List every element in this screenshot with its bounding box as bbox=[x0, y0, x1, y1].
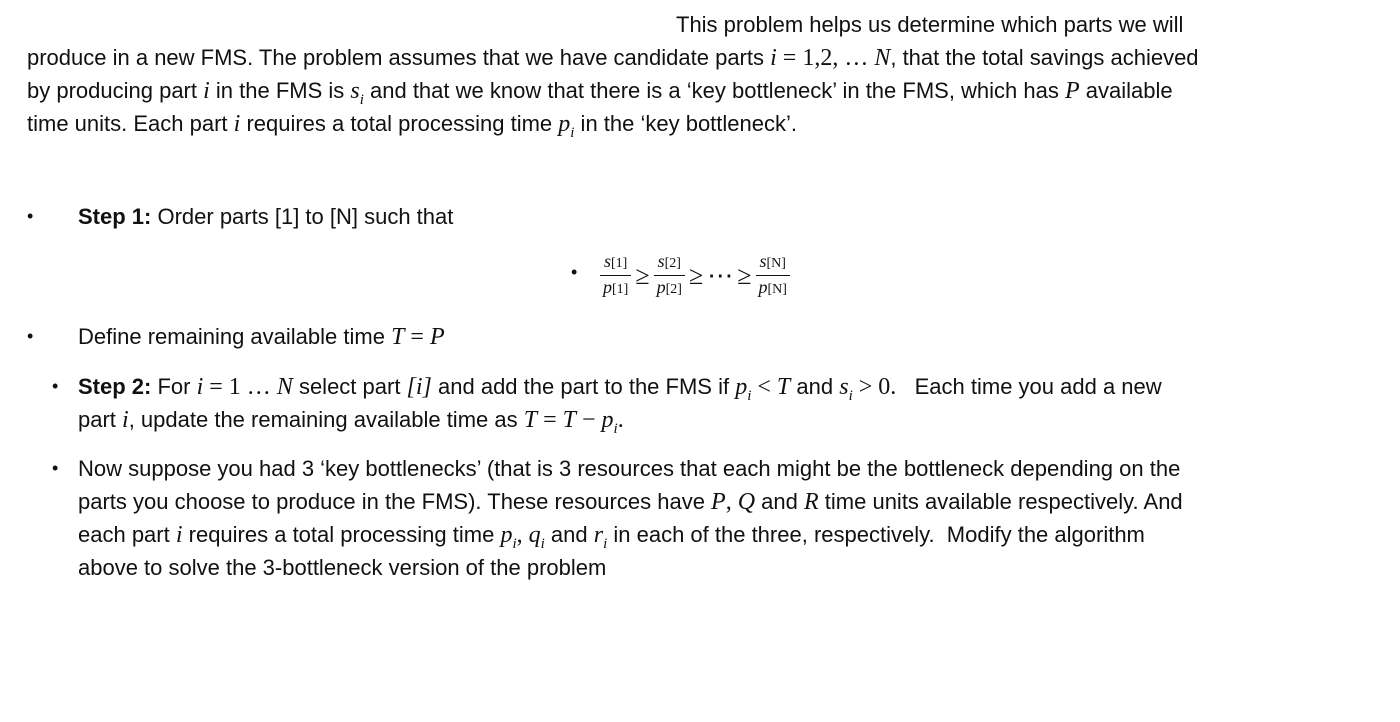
math-subscript: i bbox=[359, 92, 364, 108]
math-var-p: p bbox=[500, 522, 513, 548]
math-subscript: i bbox=[512, 536, 517, 552]
math-var-Q: Q bbox=[737, 489, 756, 515]
math-subscript: i bbox=[540, 536, 545, 552]
math-var-i: i bbox=[196, 374, 204, 400]
math-var-p: p bbox=[603, 277, 612, 297]
math-range: = 1,2, … bbox=[776, 45, 875, 71]
question-text: in each of the three, respectively. Modify the algorithm bbox=[607, 522, 1145, 547]
math-part-index: [i] bbox=[406, 374, 432, 400]
math-var-T: T bbox=[523, 407, 538, 433]
math-index: [2] bbox=[664, 256, 681, 271]
math-var-q: q bbox=[528, 522, 541, 548]
question-text: time units available respectively. And bbox=[818, 489, 1183, 514]
math-var-N: N bbox=[276, 374, 293, 400]
math-index: [N] bbox=[767, 282, 787, 297]
intro-text: in the FMS is bbox=[209, 78, 351, 103]
intro-line-3 bbox=[27, 74, 1173, 107]
greater-than-zero: > 0. bbox=[852, 374, 897, 400]
comma: , bbox=[725, 489, 738, 515]
three-line-2 bbox=[78, 485, 1183, 518]
intro-text: , that the total savings achieved bbox=[890, 45, 1199, 70]
question-text: each part bbox=[78, 522, 176, 547]
question-text: and bbox=[544, 522, 594, 547]
question-text: parts you choose to produce in the FMS). These resources have bbox=[78, 489, 712, 514]
intro-text: time units. Each part bbox=[27, 111, 234, 136]
math-index: [1] bbox=[612, 282, 629, 297]
math-var-P: P bbox=[429, 324, 445, 350]
less-than-symbol: < bbox=[751, 374, 777, 400]
step-2-label: Step 2: bbox=[78, 374, 152, 399]
define-text: Define remaining available time bbox=[78, 324, 392, 349]
math-var-i: i bbox=[175, 522, 183, 548]
question-text: and bbox=[755, 489, 804, 514]
step-2-text: select part bbox=[292, 374, 407, 399]
math-var-R: R bbox=[804, 489, 819, 515]
math-var-p: p bbox=[735, 374, 748, 400]
math-index: [1] bbox=[611, 256, 628, 271]
math-var-s: s bbox=[839, 374, 849, 400]
step-2-text: , update the remaining available time as bbox=[128, 407, 524, 432]
step-1-label: Step 1: bbox=[78, 204, 152, 229]
question-text: requires a total processing time bbox=[182, 522, 501, 547]
fraction-2 bbox=[654, 250, 685, 301]
fraction-n bbox=[756, 250, 790, 301]
step-2-text: Each time you add a new bbox=[896, 374, 1162, 399]
step-2-text: and bbox=[790, 374, 840, 399]
math-range: = 1 … bbox=[203, 374, 277, 400]
intro-text: in the ‘key bottleneck’. bbox=[574, 111, 798, 136]
math-var-p: p bbox=[758, 277, 768, 297]
math-var-r: r bbox=[593, 522, 604, 548]
intro-line-4 bbox=[27, 107, 797, 140]
bullet-icon: • bbox=[571, 262, 578, 282]
math-subscript: i bbox=[570, 125, 575, 141]
math-var-p: p bbox=[656, 277, 666, 297]
math-var-T: T bbox=[776, 374, 791, 400]
geq-symbol: ≥ bbox=[635, 260, 650, 290]
minus-symbol: − bbox=[575, 407, 602, 433]
math-var-p: p bbox=[558, 111, 571, 137]
bullet-icon: • bbox=[27, 206, 34, 226]
step-1-description: Order parts [1] to [N] such that bbox=[151, 204, 454, 229]
math-var-T: T bbox=[562, 407, 576, 433]
math-subscript: i bbox=[848, 388, 853, 404]
step-2-text: and add the part to the FMS if bbox=[431, 374, 736, 399]
math-var-T: T bbox=[391, 324, 405, 350]
period: . bbox=[617, 407, 624, 433]
intro-line-1 bbox=[676, 8, 1183, 41]
math-var-i: i bbox=[203, 78, 210, 104]
math-subscript: i bbox=[603, 536, 608, 552]
ratio-inequality bbox=[598, 250, 792, 301]
geq-symbol: ≥ bbox=[737, 260, 752, 290]
fraction-1 bbox=[600, 250, 631, 301]
three-line-3 bbox=[78, 518, 1145, 551]
question-text: Now suppose you had 3 ‘key bottlenecks’ (that is 3 resources that each might be the bottleneck depending on the bbox=[78, 456, 1181, 481]
ellipsis-symbol: ⋯ bbox=[707, 260, 734, 290]
bullet-icon: • bbox=[52, 458, 59, 478]
intro-text: by producing part bbox=[27, 78, 204, 103]
step-2-line-2 bbox=[78, 403, 624, 436]
bullet-icon: • bbox=[27, 326, 34, 346]
intro-text: and that we know that there is a ‘key bottleneck’ in the FMS, which has bbox=[363, 78, 1065, 103]
intro-text: produce in a new FMS. The problem assumes that we have candidate parts bbox=[27, 45, 771, 70]
intro-text: requires a total processing time bbox=[240, 111, 559, 136]
math-var-P: P bbox=[711, 489, 726, 515]
step-2-line-1 bbox=[78, 370, 1162, 403]
three-line-4 bbox=[78, 551, 606, 584]
math-subscript: i bbox=[613, 421, 618, 437]
bullet-icon: • bbox=[52, 376, 59, 396]
math-subscript: i bbox=[747, 388, 752, 404]
math-var-s: s bbox=[657, 251, 665, 271]
intro-text: This problem helps us determine which parts we will bbox=[676, 12, 1184, 37]
math-var-i: i bbox=[770, 45, 777, 71]
intro-line-2 bbox=[27, 41, 1199, 74]
step-2-text: part bbox=[78, 407, 123, 432]
define-time-text bbox=[78, 320, 445, 353]
math-index: [N] bbox=[766, 256, 786, 271]
math-var-p: p bbox=[601, 407, 614, 433]
math-var-P: P bbox=[1065, 78, 1080, 104]
step-2-text: For bbox=[151, 374, 197, 399]
math-var-N: N bbox=[874, 45, 891, 71]
step-1-text bbox=[78, 200, 453, 233]
math-var-i: i bbox=[122, 407, 129, 433]
three-line-1 bbox=[78, 452, 1180, 485]
question-text: above to solve the 3-bottleneck version of the problem bbox=[78, 555, 607, 580]
equals-symbol: = bbox=[537, 407, 563, 433]
math-var-i: i bbox=[233, 111, 241, 137]
math-var-s: s bbox=[603, 251, 611, 271]
math-var-s: s bbox=[759, 251, 767, 271]
math-var-s: s bbox=[350, 78, 360, 104]
geq-symbol: ≥ bbox=[688, 260, 704, 290]
math-index: [2] bbox=[665, 282, 682, 297]
intro-text: available bbox=[1079, 78, 1173, 103]
equals-symbol: = bbox=[404, 324, 430, 350]
comma: , bbox=[516, 522, 529, 548]
